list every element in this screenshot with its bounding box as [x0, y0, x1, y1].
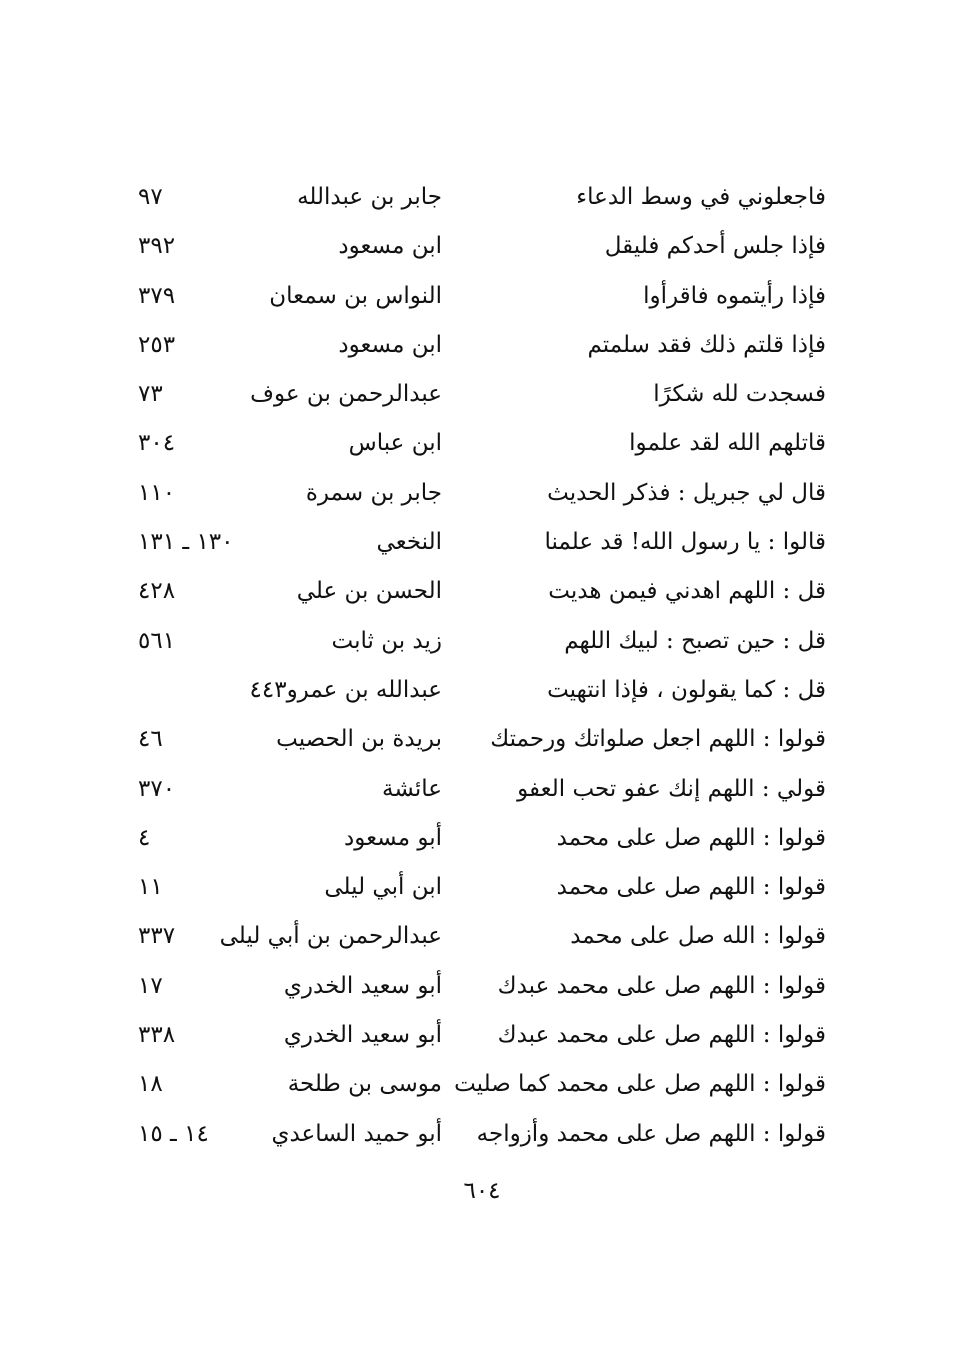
- page-reference: [138, 321, 248, 370]
- page-reference-value: ٧٣: [138, 381, 163, 408]
- hadith-text: قل : كما يقولون ، فإذا انتهيت: [547, 676, 826, 703]
- page-number: ٦٠٤: [463, 1178, 501, 1204]
- hadith-text: قل : اللهم اهدني فيمن هديت: [548, 578, 826, 605]
- index-row: [0, 173, 964, 222]
- hadith-text: فإذا جلس أحدكم فليقل: [604, 233, 826, 260]
- page-reference-value: ٢٥٣: [138, 331, 176, 358]
- index-row: [0, 1011, 964, 1060]
- hadith-index-table: [0, 173, 964, 1159]
- narrator-name: النخعي: [376, 529, 442, 556]
- index-row: [0, 567, 964, 616]
- page-reference: [138, 419, 248, 468]
- index-row: [0, 814, 964, 863]
- page-reference: [138, 765, 248, 814]
- hadith-text: قل : حين تصبح : لبيك اللهم: [564, 627, 826, 654]
- page-reference: [138, 617, 248, 666]
- narrator-name: أبو مسعود: [343, 824, 442, 851]
- index-row: [0, 617, 964, 666]
- narrator-name: جابر بن عبدالله: [297, 184, 442, 210]
- page-reference: [138, 715, 248, 764]
- hadith-text: فسجدت لله شكرًا: [653, 381, 826, 408]
- page-reference-value: ٥٦١: [138, 627, 176, 654]
- index-row: [0, 863, 964, 912]
- page-reference: [138, 962, 248, 1011]
- page-reference-value: ١٧: [138, 972, 163, 999]
- page-reference-value: ٣٣٨: [138, 1022, 176, 1049]
- index-row: [0, 469, 964, 518]
- narrator-name: أبو سعيد الخدري: [283, 972, 442, 999]
- narrator-name: عائشة: [382, 775, 442, 802]
- index-row: [0, 518, 964, 567]
- page-reference-value: ٤٦: [138, 726, 163, 753]
- index-row: [0, 321, 964, 370]
- narrator-name: النواس بن سمعان: [269, 282, 442, 309]
- hadith-text: قولوا : اللهم اجعل صلواتك ورحمتك: [490, 726, 826, 753]
- page-reference: [138, 666, 248, 715]
- narrator-name: أبو سعيد الخدري: [283, 1022, 442, 1049]
- page-reference-value: ٤: [138, 824, 151, 851]
- hadith-text: قال لي جبريل : فذكر الحديث: [547, 479, 826, 506]
- hadith-text: قالوا : يا رسول الله! قد علمنا: [544, 529, 826, 556]
- narrator-name: الحسن بن علي: [296, 578, 442, 605]
- narrator-name: أبو حميد الساعدي: [271, 1120, 442, 1147]
- page-reference-value: ١٣٠ ـ ١٣١: [138, 529, 234, 556]
- hadith-text: قولوا : اللهم صل على محمد وأزواجه: [476, 1120, 826, 1147]
- hadith-text: قولوا : اللهم صل على محمد: [556, 874, 826, 901]
- page-reference: [138, 1060, 248, 1109]
- page-reference-value: ١١: [138, 874, 163, 901]
- page-reference-value: ١٨: [138, 1071, 163, 1098]
- page-reference: [138, 912, 248, 961]
- narrator-name: ابن مسعود: [338, 331, 442, 358]
- page-reference-value: ٩٧: [138, 184, 163, 210]
- page-reference: [138, 370, 248, 419]
- index-row: [0, 765, 964, 814]
- hadith-text: قولوا : اللهم صل على محمد عبدك: [497, 972, 826, 999]
- narrator-name: بريدة بن الحصيب: [276, 726, 442, 753]
- hadith-text: قاتلهم الله لقد علموا: [629, 430, 826, 457]
- page-reference-value: ١١٠: [138, 479, 176, 506]
- page-reference-value: ٣٧٠: [138, 775, 176, 802]
- narrator-name: عبدالرحمن بن أبي ليلى: [219, 923, 442, 950]
- index-row: [0, 419, 964, 468]
- page-reference: [138, 173, 248, 222]
- hadith-text: قولوا : الله صل على محمد: [570, 923, 826, 950]
- narrator-name: جابر بن سمرة: [305, 479, 442, 506]
- index-row: [0, 272, 964, 321]
- index-row: [0, 715, 964, 764]
- narrator-name: ابن مسعود: [338, 233, 442, 260]
- hadith-text: قولوا : اللهم صل على محمد: [556, 824, 826, 851]
- page-reference: [138, 863, 248, 912]
- hadith-text: قولوا : اللهم صل على محمد كما صليت: [454, 1071, 826, 1098]
- page-reference: [138, 272, 248, 321]
- page-reference-value: ٣٧٩: [138, 282, 176, 309]
- index-row: [0, 666, 964, 715]
- index-row: [0, 962, 964, 1011]
- page-reference: [138, 567, 248, 616]
- narrator-name: موسى بن طلحة: [287, 1071, 442, 1098]
- index-row: [0, 912, 964, 961]
- page-reference: [138, 518, 248, 567]
- page-reference-value: ٣٩٢: [138, 233, 176, 260]
- narrator-name: ابن عباس: [348, 430, 442, 457]
- index-row: [0, 222, 964, 271]
- hadith-text: قولوا : اللهم صل على محمد عبدك: [497, 1022, 826, 1049]
- page-reference: [138, 1011, 248, 1060]
- page-reference-value: ١٤ ـ ١٥: [138, 1120, 209, 1147]
- narrator-name: زيد بن ثابت: [331, 627, 442, 654]
- narrator-name: ابن أبي ليلى: [324, 874, 442, 901]
- hadith-text: فاجعلوني في وسط الدعاء: [576, 184, 826, 210]
- index-row: [0, 370, 964, 419]
- page-reference: [138, 222, 248, 271]
- hadith-text: قولي : اللهم إنك عفو تحب العفو: [517, 775, 826, 802]
- page-reference-value: ٤٢٨: [138, 578, 176, 605]
- page-reference: [138, 1110, 248, 1159]
- narrator-name: عبدالرحمن بن عوف: [250, 381, 442, 408]
- page-reference: [138, 814, 248, 863]
- index-row: [0, 1110, 964, 1159]
- hadith-text: فإذا قلتم ذلك فقد سلمتم: [587, 331, 826, 358]
- narrator-name: عبدالله بن عمرو٤٤٣: [249, 676, 442, 703]
- page-reference-value: ٣٣٧: [138, 923, 176, 950]
- page-reference: [138, 469, 248, 518]
- page-reference-value: ٣٠٤: [138, 430, 176, 457]
- index-row: [0, 1060, 964, 1109]
- hadith-text: فإذا رأيتموه فاقرأوا: [643, 282, 826, 309]
